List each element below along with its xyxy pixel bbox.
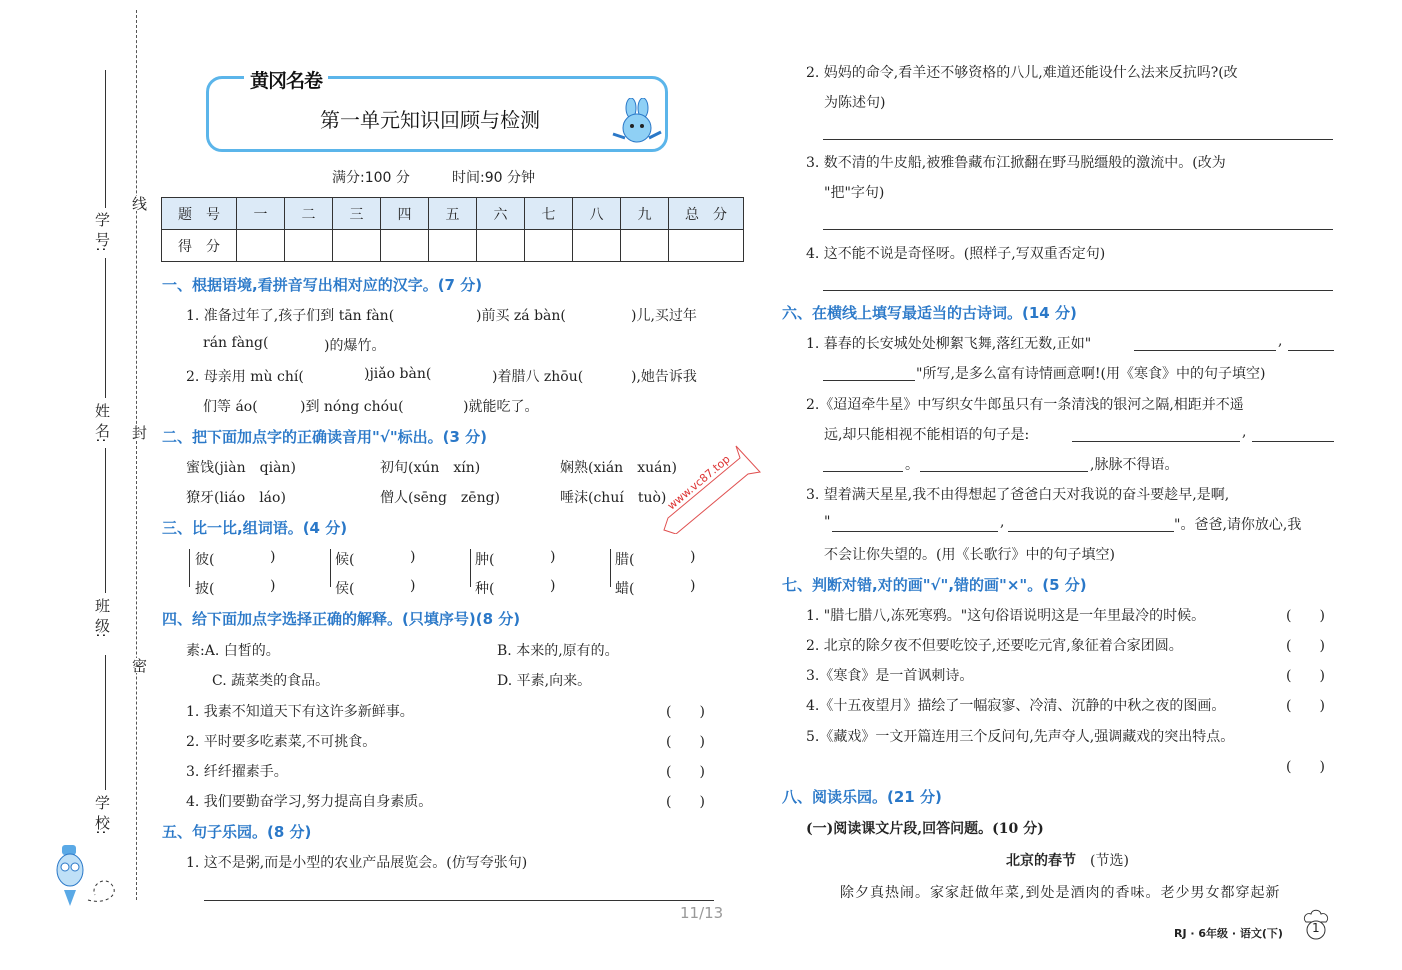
section-5-title: 五、句子乐园。(8 分)	[162, 823, 312, 841]
s5-question: "把"字句)	[824, 185, 885, 201]
pinyin-choice[interactable]: 獠牙(liáo láo)	[186, 490, 286, 506]
s6-text: 远,却只能相视不能相语的句子是:	[824, 427, 1030, 443]
s1-text: )jiǎo bàn(	[364, 366, 432, 382]
school-label: 学 校:	[93, 795, 111, 835]
section-8-title: 八、阅读乐园。(21 分)	[782, 788, 942, 806]
score-row-label: 得 分	[162, 230, 237, 262]
brace	[189, 549, 190, 587]
s4-question: 1. 我素不知道天下有这许多新鲜事。	[186, 704, 414, 720]
s4-question: 4. 我们要勤奋学习,努力提高自身素质。	[186, 794, 433, 810]
word-pair-item: 候(	[335, 552, 355, 568]
word-pair-item: 侯(	[335, 581, 355, 597]
s4-question: 2. 平时要多吃素菜,不可挑食。	[186, 734, 377, 750]
score-cell: 五	[429, 198, 477, 230]
fill-blank[interactable]	[1252, 441, 1334, 442]
score-table-header-row	[162, 198, 744, 230]
s1-text: )儿,买过年	[631, 308, 697, 324]
binding-mark-mi: 密	[130, 658, 148, 673]
page-counter: 11/13	[680, 904, 724, 922]
word-pair-close: )	[690, 578, 696, 594]
score-table-score-row	[162, 230, 744, 262]
fill-blank[interactable]	[1288, 350, 1334, 351]
judge-question: 4.《十五夜望月》描绘了一幅寂寥、冷清、沉静的中秋之夜的图画。	[806, 698, 1226, 714]
page-number: 1	[1312, 921, 1320, 935]
answer-line[interactable]	[823, 290, 1333, 291]
s5-question: 1. 这不是粥,而是小型的农业产品展览会。(仿写夸张句)	[186, 855, 528, 871]
answer-paren[interactable]: ( )	[666, 704, 705, 720]
fill-blank[interactable]	[1134, 350, 1276, 351]
section-4-title: 四、给下面加点字选择正确的解释。(只填序号)(8 分)	[162, 610, 521, 628]
student-id-line	[105, 70, 106, 208]
s6-text: 3. 望着满天星星,我不由得想起了爸爸白天对我说的奋斗要趁早,是啊,	[806, 487, 1230, 503]
s1-text: )前买 zá bàn(	[476, 308, 566, 324]
score-input-cell[interactable]	[525, 230, 573, 262]
s1-text: )就能吃了。	[463, 399, 539, 415]
section-7-title: 七、判断对错,对的画"√",错的画"×"。(5 分)	[782, 576, 1087, 594]
fill-blank[interactable]	[832, 531, 998, 532]
answer-paren[interactable]: ( )	[666, 794, 705, 810]
score-cell: 九	[621, 198, 669, 230]
answer-line[interactable]	[823, 139, 1333, 140]
s5-question: 4. 这不能不说是奇怪呀。(照样子,写双重否定句)	[806, 246, 1106, 262]
answer-paren[interactable]: ( )	[1286, 698, 1325, 714]
word-pair-close: )	[410, 549, 416, 565]
score-input-cell[interactable]	[237, 230, 285, 262]
word-pair-item: 蜡(	[615, 581, 635, 597]
rabbit-mascot-icon	[603, 98, 665, 152]
word-pair-close: )	[270, 549, 276, 565]
word-pair-close: )	[550, 549, 556, 565]
pinyin-choice[interactable]: 僧人(sēng zēng)	[380, 490, 501, 506]
definition-option: C. 蔬菜类的食品。	[212, 673, 330, 689]
word-pair-close: )	[410, 578, 416, 594]
s6-text: 。	[905, 457, 919, 473]
section-3-title: 三、比一比,组词语。(4 分)	[162, 519, 348, 537]
fill-blank[interactable]	[1008, 531, 1174, 532]
binding-mark-feng: 封	[130, 425, 148, 440]
s6-text: ,	[1278, 333, 1283, 349]
score-cell: 二	[285, 198, 333, 230]
watermark	[660, 438, 764, 534]
student-id-label: 学 号:	[93, 212, 111, 252]
section-1-title: 一、根据语境,看拼音写出相对应的汉字。(7 分)	[162, 276, 483, 294]
s5-question: 2. 妈妈的命令,看羊还不够资格的八儿,难道还能设什么法来反抗吗?(改	[806, 65, 1238, 81]
fill-blank[interactable]	[920, 471, 1088, 472]
name-label: 姓 名:	[93, 403, 111, 443]
pinyin-choice[interactable]: 娴熟(xián xuán)	[560, 460, 677, 476]
s5-question: 3. 数不清的牛皮船,被雅鲁藏布江掀翻在野马脱缰般的激流中。(改为	[806, 155, 1226, 171]
article-paragraph: 除夕真热闹。家家赶做年菜,到处是酒肉的香味。老少男女都穿起新	[840, 885, 1281, 901]
pinyin-choice[interactable]: 蜜饯(jiàn qiàn)	[186, 460, 296, 476]
s5-question: 为陈述句)	[824, 95, 886, 111]
s1-text: ),她告诉我	[631, 369, 697, 385]
class-line	[105, 448, 106, 593]
answer-paren[interactable]: ( )	[1286, 608, 1325, 624]
judge-question: 2. 北京的除夕夜不但要吃饺子,还要吃元宵,象征着合家团圆。	[806, 638, 1183, 654]
score-table	[161, 197, 744, 262]
binding-dashed-line	[136, 10, 137, 900]
answer-paren[interactable]: ( )	[666, 734, 705, 750]
article-title: 北京的春节	[1006, 853, 1076, 869]
judge-question: 3.《寒食》是一首讽刺诗。	[806, 668, 974, 684]
word-pair-close: )	[270, 578, 276, 594]
watermark-text: www.vc87.top	[664, 452, 733, 513]
answer-paren[interactable]: ( )	[666, 764, 705, 780]
definition-option: B. 本来的,原有的。	[497, 643, 619, 659]
score-cell: 八	[573, 198, 621, 230]
fill-blank[interactable]	[823, 471, 903, 472]
brace	[470, 549, 471, 587]
school-line	[105, 655, 106, 790]
brand-logo: 黄冈名卷	[244, 66, 328, 93]
name-line	[105, 258, 106, 398]
grade-label: RJ · 6年级 · 语文(下)	[1174, 927, 1283, 940]
s6-text: ,	[1242, 424, 1247, 440]
page-title: 第一单元知识回顾与检测	[320, 108, 540, 132]
s6-text: "。爸爸,请你放心,我	[1174, 517, 1302, 533]
s1-text: 2. 母亲用 mù chí(	[186, 369, 304, 385]
s6-text: ,	[1000, 514, 1005, 530]
judge-question: 5.《藏戏》一文开篇连用三个反问句,先声夺人,强调藏戏的突出特点。	[806, 729, 1235, 745]
score-cell: 六	[477, 198, 525, 230]
word-pair-item: 披(	[195, 581, 215, 597]
s6-text: "所写,是多么富有诗情画意啊!(用《寒食》中的句子填空)	[916, 366, 1266, 382]
section-6-title: 六、在横线上填写最适当的古诗词。(14 分)	[782, 304, 1077, 322]
watermark-arrow-icon	[660, 438, 764, 534]
score-cell: 四	[381, 198, 429, 230]
brace	[330, 549, 331, 587]
word-pair-item: 腊(	[615, 552, 635, 568]
score-input-cell[interactable]	[381, 230, 429, 262]
word-pair-item: 种(	[475, 581, 495, 597]
s1-text: )到 nóng chóu(	[300, 399, 404, 415]
score-cell: 题 号	[162, 198, 237, 230]
page-number-badge	[1300, 908, 1332, 940]
s6-text: 2.《迢迢牵牛星》中写织女牛郎虽只有一条清浅的银河之隔,相距并不遥	[806, 397, 1244, 413]
s1-text: rán fàng(	[203, 335, 269, 351]
s6-text: "	[824, 514, 831, 530]
s6-text: 不会让你失望的。(用《长歌行》中的句子填空)	[824, 547, 1115, 563]
brace	[610, 549, 611, 587]
word-pair-item: 肿(	[475, 552, 495, 568]
score-input-cell[interactable]	[333, 230, 381, 262]
s6-text: ,脉脉不得语。	[1090, 457, 1179, 473]
fill-blank[interactable]	[1072, 441, 1240, 442]
score-cell: 七	[525, 198, 573, 230]
s1-text: )的爆竹。	[324, 338, 386, 354]
pencil-mascot-icon	[50, 840, 125, 910]
answer-paren[interactable]: ( )	[1286, 668, 1325, 684]
binding-mark-xian: 线	[130, 196, 148, 211]
definition-option: D. 平素,向来。	[497, 673, 592, 689]
score-input-cell[interactable]	[573, 230, 621, 262]
s1-text: 们等 áo(	[203, 399, 258, 415]
judge-question: 1. "腊七腊八,冻死寒鸦。"这句俗语说明这是一年里最冷的时候。	[806, 608, 1206, 624]
answer-paren[interactable]: ( )	[1286, 638, 1325, 654]
s6-text: 1. 暮春的长安城处处柳絮飞舞,落红无数,正如"	[806, 336, 1092, 352]
score-input-cell[interactable]	[669, 230, 744, 262]
answer-paren[interactable]: ( )	[1286, 759, 1325, 775]
fill-blank[interactable]	[823, 380, 915, 381]
score-cell: 一	[237, 198, 285, 230]
class-label: 班 级:	[93, 598, 111, 638]
score-input-cell[interactable]	[621, 230, 669, 262]
pinyin-choice[interactable]: 初旬(xún xín)	[380, 460, 481, 476]
s1-text: 1. 准备过年了,孩子们到 tān fàn(	[186, 308, 395, 324]
reading-subtitle: (一)阅读课文片段,回答问题。(10 分)	[806, 821, 1044, 837]
score-cell: 三	[333, 198, 381, 230]
score-cell: 总 分	[669, 198, 744, 230]
pinyin-choice[interactable]: 唾沫(chuí tuò)	[560, 490, 667, 506]
score-input-cell[interactable]	[477, 230, 525, 262]
answer-line[interactable]	[823, 229, 1333, 230]
s4-question: 3. 纤纤擢素手。	[186, 764, 288, 780]
definition-option: 素:A. 白皙的。	[186, 643, 280, 659]
word-pair-close: )	[550, 578, 556, 594]
s1-text: )着腊八 zhōu(	[492, 369, 584, 385]
word-pair-close: )	[690, 549, 696, 565]
section-2-title: 二、把下面加点字的正确读音用"√"标出。(3 分)	[162, 428, 488, 446]
score-input-cell[interactable]	[429, 230, 477, 262]
exam-time: 时间:90 分钟	[452, 170, 535, 186]
article-note: (节选)	[1090, 853, 1129, 869]
full-score: 满分:100 分	[332, 170, 410, 186]
answer-line[interactable]	[204, 900, 714, 901]
score-input-cell[interactable]	[285, 230, 333, 262]
word-pair-item: 彼(	[195, 552, 215, 568]
